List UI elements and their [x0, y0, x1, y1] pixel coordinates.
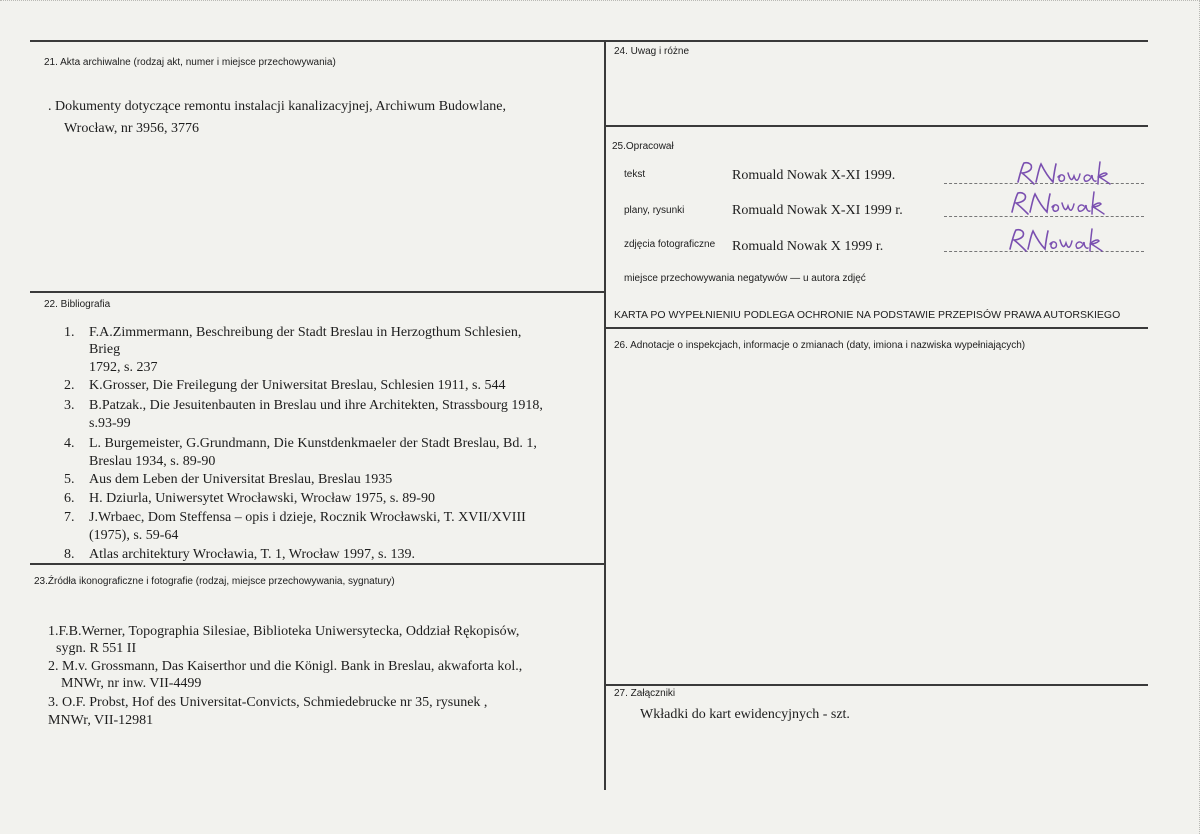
icon-source-line: 3. O.F. Probst, Hof des Universitat-Convicts, Schmiedebrucke nr 35, rysunek ,: [48, 695, 488, 710]
bib-line: L. Burgemeister, G.Grundmann, Die Kunstdenkmaeler der Stadt Breslau, Bd. 1,: [89, 436, 537, 451]
section-26-label: 26. Adnotacje o inspekcjach, informacje o zmianach (daty, imiona i nazwiska wypełniających): [614, 340, 1026, 351]
bib-line: 1792, s. 237: [89, 360, 158, 375]
bib-line: s.93-99: [89, 416, 131, 431]
section-21-label: 21. Akta archiwalne (rodzaj akt, numer i miejsce przechowywania): [44, 57, 336, 68]
divider-25-26: [604, 327, 1148, 329]
center-divider: [604, 40, 606, 790]
signature-2: [1008, 190, 1108, 216]
section-21-line2: Wrocław, nr 3956, 3776: [64, 121, 199, 136]
bib-num: 5.: [64, 472, 75, 487]
bib-line: B.Patzak., Die Jesuitenbauten in Breslau und ihre Architekten, Strassbourg 1918,: [89, 398, 543, 413]
copyright-notice: KARTA PO WYPEŁNIENIU PODLEGA OCHRONIE NA PODSTAWIE PRZEPISÓW PRAWA AUTORSKIEGO: [614, 309, 1121, 321]
bib-line: F.A.Zimmermann, Beschreibung der Stadt Breslau in Herzogthum Schlesien,: [89, 325, 522, 340]
icon-source-line: sygn. R 551 II: [56, 641, 137, 656]
bib-line: Atlas architektury Wrocławia, T. 1, Wrocław 1997, s. 139.: [89, 547, 415, 562]
divider-21-22: [30, 291, 604, 293]
bib-line: J.Wrbaec, Dom Steffensa – opis i dzieje, Rocznik Wrocławski, T. XVII/XVIII: [89, 510, 526, 525]
section-24-label: 24. Uwag i różne: [614, 46, 690, 57]
bib-num: 3.: [64, 398, 75, 413]
author-field-label: tekst: [624, 169, 646, 180]
bib-num: 8.: [64, 547, 75, 562]
author-field-label: zdjęcia fotograficzne: [624, 239, 716, 250]
bib-line: (1975), s. 59-64: [89, 528, 179, 543]
section-25-label: 25.Opracował: [612, 141, 674, 152]
bib-line: K.Grosser, Die Freilegung der Uniwersitat Breslau, Schlesien 1911, s. 544: [89, 378, 506, 393]
bib-line: Breslau 1934, s. 89-90: [89, 454, 216, 469]
bib-num: 4.: [64, 436, 75, 451]
bib-line: H. Dziurla, Uniwersytet Wrocławski, Wrocław 1975, s. 89-90: [89, 491, 435, 506]
divider-26-27: [604, 684, 1148, 686]
author-field-label: plany, rysunki: [624, 205, 685, 216]
signature-1: [1014, 160, 1114, 186]
attachments-text: Wkładki do kart ewidencyjnych - szt.: [640, 707, 850, 722]
negatives-storage: miejsce przechowywania negatywów — u autora zdjęć: [624, 273, 866, 284]
section-23-label: 23.Źródła ikonograficzne i fotografie (rodzaj, miejsce przechowywania, sygnatury): [34, 576, 395, 587]
bib-num: 2.: [64, 378, 75, 393]
bib-num: 1.: [64, 325, 75, 340]
divider-22-23: [30, 563, 604, 565]
bib-line: Aus dem Leben der Universitat Breslau, Breslau 1935: [89, 472, 393, 487]
icon-source-line: 1.F.B.Werner, Topographia Silesiae, Biblioteka Uniwersytecka, Oddział Rękopisów,: [48, 624, 520, 639]
section-21-line1: . Dokumenty dotyczące remontu instalacji kanalizacyjnej, Archiwum Budowlane,: [48, 99, 506, 114]
icon-source-line: MNWr, nr inw. VII-4499: [61, 676, 202, 691]
top-rule: [30, 40, 1148, 42]
bib-num: 6.: [64, 491, 75, 506]
section-27-label: 27. Załączniki: [614, 688, 676, 699]
signature-3: [1006, 227, 1106, 253]
author-field-value: Romuald Nowak X-XI 1999 r.: [732, 203, 903, 218]
signature-line: [944, 216, 1144, 217]
divider-24-25: [604, 125, 1148, 127]
bib-line: Brieg: [89, 342, 121, 357]
icon-source-line: 2. M.v. Grossmann, Das Kaiserthor und die Königl. Bank in Breslau, akwaforta kol.,: [48, 659, 523, 674]
author-field-value: Romuald Nowak X-XI 1999.: [732, 168, 896, 183]
bib-num: 7.: [64, 510, 75, 525]
icon-source-line: MNWr, VII-12981: [48, 713, 154, 728]
section-22-label: 22. Bibliografia: [44, 299, 111, 310]
author-field-value: Romuald Nowak X 1999 r.: [732, 239, 884, 254]
